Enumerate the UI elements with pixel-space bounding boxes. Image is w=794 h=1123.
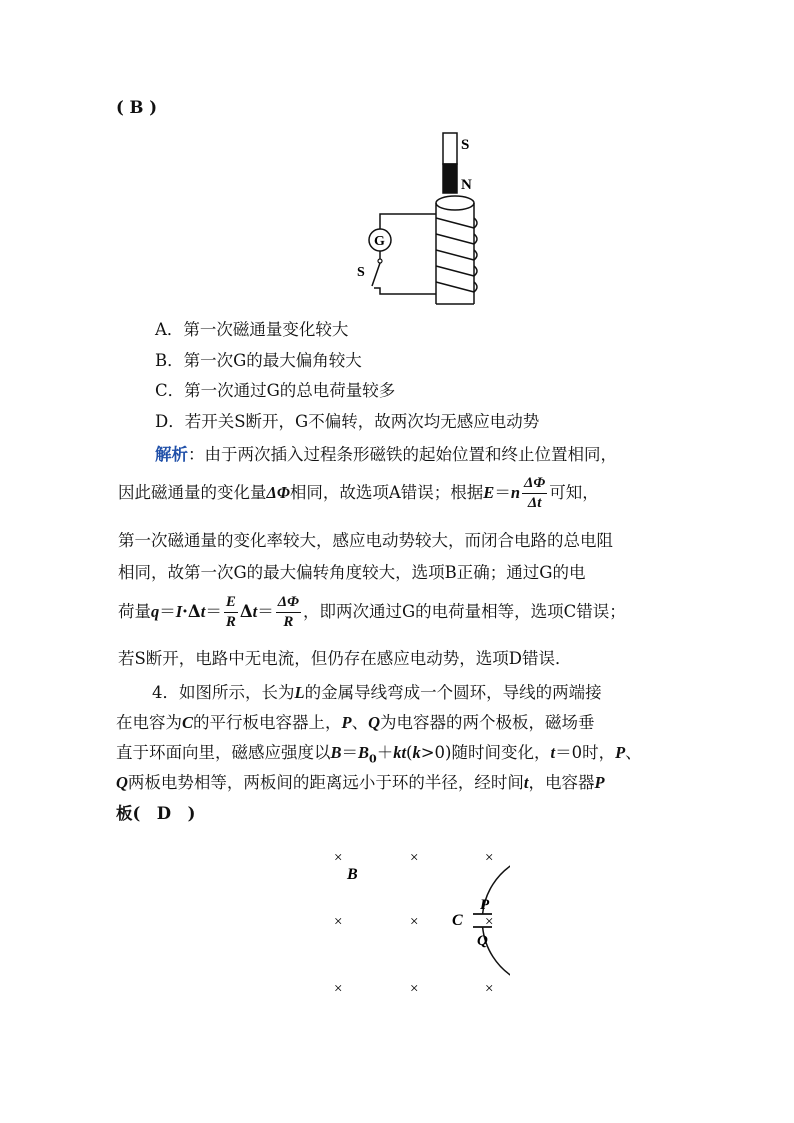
switch-label: S xyxy=(357,265,365,280)
magnet-n-pole xyxy=(443,164,457,193)
option-d: D．若开关S断开，G不偏转，故两次均无感应电动势 xyxy=(155,412,540,431)
field-cross: × xyxy=(334,850,343,866)
field-cross: × xyxy=(485,850,494,866)
field-cross: × xyxy=(334,981,343,997)
magnet-n-label: N xyxy=(461,177,472,193)
figure-ring-capacitor xyxy=(325,843,510,1003)
q4-line-5: 板( D ) xyxy=(116,804,196,823)
q4-line-4: Q两板电势相等，两板间的距离远小于环的半径，经时间t，电容器P xyxy=(116,773,605,792)
analysis-label: 解析 xyxy=(155,445,188,464)
label-b: B xyxy=(347,866,358,883)
option-c: C．第一次通过G的总电荷量较多 xyxy=(155,381,396,400)
analysis-line-6: 若S断开，电路中无电流，但仍存在感应电动势，选项D错误． xyxy=(118,649,572,668)
magnet-s-label: S xyxy=(461,137,470,153)
magnet-s-pole xyxy=(443,133,457,164)
field-cross: × xyxy=(410,914,419,930)
analysis-line-2: 因此磁通量的变化量ΔΦ相同，故选项A错误；根据E＝n $\frac{\Delta\Phi}{\Delta t}$ 可知， xyxy=(118,475,599,511)
answer-line-q3: ( B ) xyxy=(116,98,158,117)
analysis-line-3: 第一次磁通量的变化率较大，感应电动势较大，而闭合电路的总电阻 xyxy=(118,531,613,550)
fraction-dphi-r: $\frac{\Delta\Phi}{R}$ xyxy=(277,594,299,630)
q4-line-2: 在电容为C的平行板电容器上，P、Q为电容器的两个极板，磁场垂 xyxy=(116,713,595,732)
galvanometer-label: G xyxy=(374,234,385,249)
field-cross: × xyxy=(410,981,419,997)
field-cross: × xyxy=(485,981,494,997)
field-cross: × xyxy=(334,914,343,930)
field-cross: × xyxy=(410,850,419,866)
fraction-dphi-dt: $\frac{\Delta\Phi}{\Delta t}$ xyxy=(524,475,546,511)
analysis-line-1: 解析：由于两次插入过程条形磁铁的起始位置和终止位置相同， xyxy=(155,445,617,464)
q4-line-3: 直于环面向里，磁感应强度以$B=B_0+kt(k>0)$随时间变化，t＝0时，P、 xyxy=(116,743,642,766)
figure-magnet-coil xyxy=(352,128,492,308)
analysis-line-4: 相同，故第一次G的最大偏转角度较大，选项B正确；通过G的电 xyxy=(118,563,586,582)
q4-line-1: 4．如图所示，长为L的金属导线弯成一个圆环，导线的两端接 xyxy=(152,683,602,702)
analysis-line-5: 荷量q＝I·Δt＝ $\frac{E}{R}$ Δt＝ $\frac{\Delta\Phi}{R}$ ，即两次通过G的电荷量相等，选项C错误； xyxy=(118,594,626,630)
label-p: P xyxy=(480,897,490,913)
fraction-e-r: $\frac{E}{R}$ xyxy=(225,594,236,630)
option-b: B．第一次G的最大偏角较大 xyxy=(155,351,362,370)
label-q: Q xyxy=(477,933,488,949)
field-cross: × xyxy=(485,914,494,930)
label-c: C xyxy=(452,912,463,929)
switch-s xyxy=(372,263,380,286)
option-a: A．第一次磁通量变化较大 xyxy=(155,320,349,339)
